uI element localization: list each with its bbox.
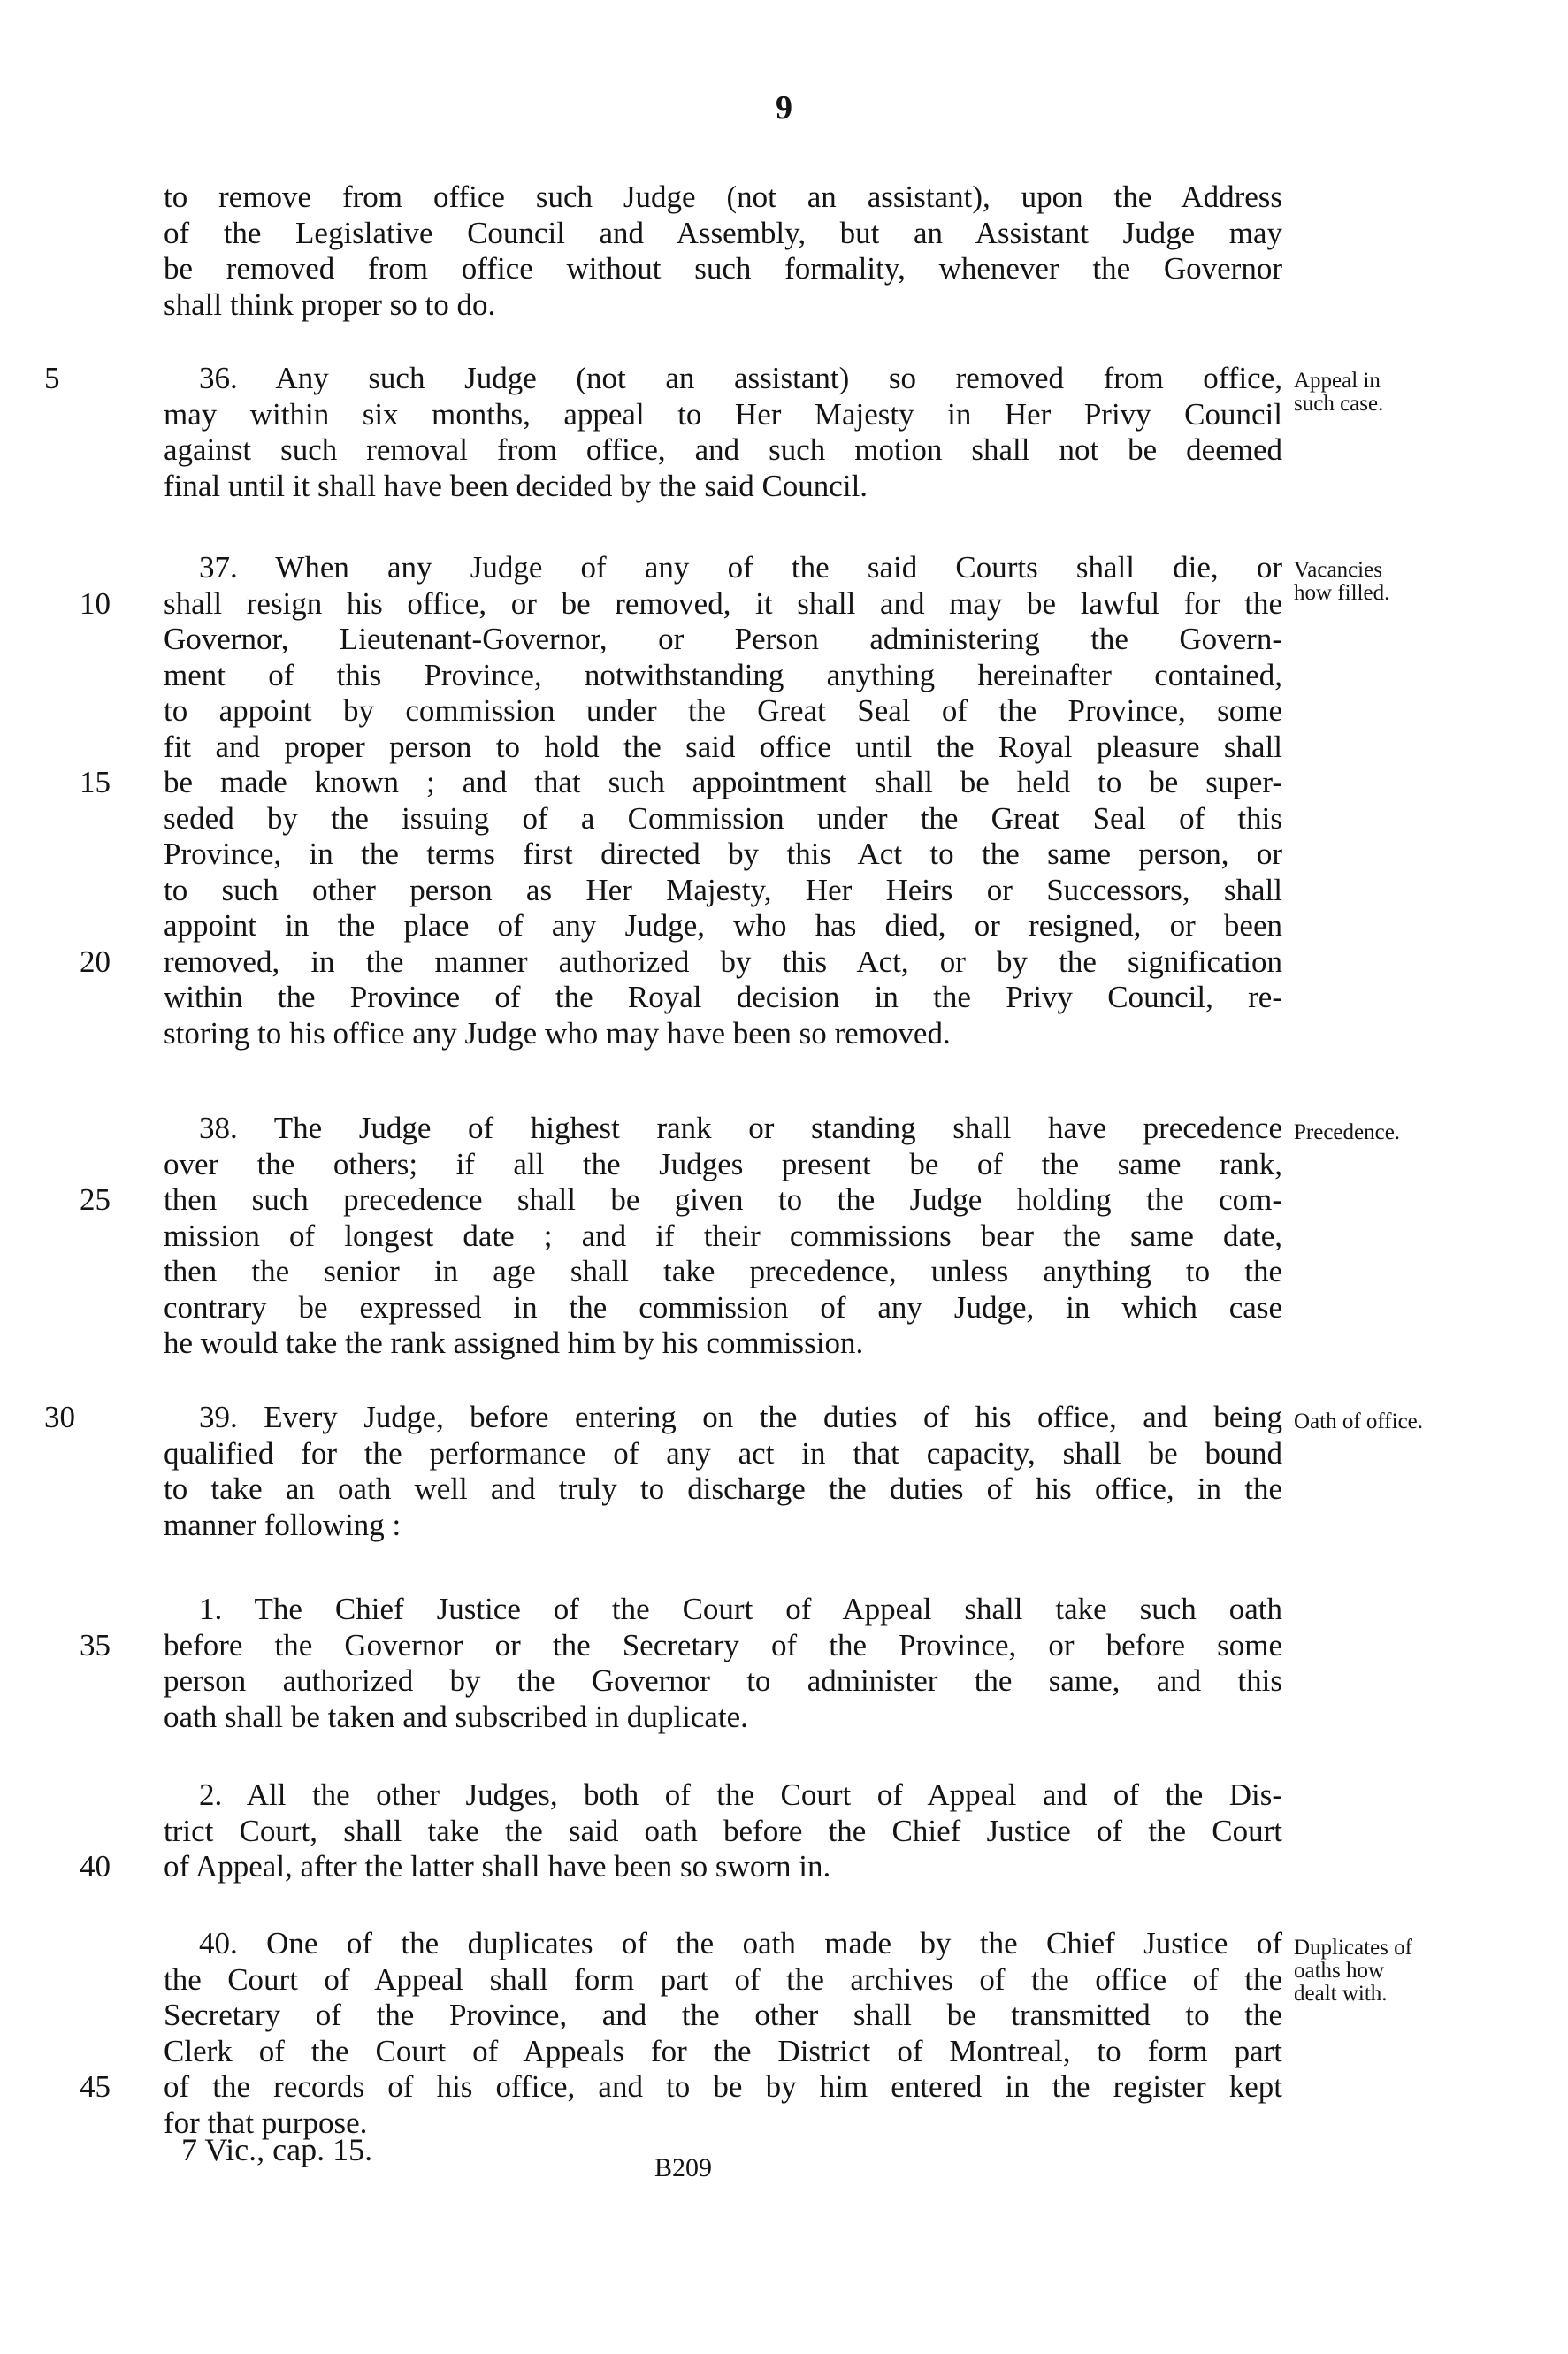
text-line: to appoint by commission under the Great Seal of the Province, some bbox=[164, 693, 1282, 728]
line-number: 15 bbox=[80, 765, 111, 799]
text-line: to such other person as Her Majesty, Her Heirs or Successors, shall bbox=[164, 872, 1282, 907]
text-line: appoint in the place of any Judge, who has died, or resigned, or been bbox=[164, 908, 1282, 943]
signature-mark: B209 bbox=[654, 2153, 713, 2182]
text-line: trict Court, shall take the said oath before the Chief Justice of the Court bbox=[164, 1813, 1282, 1848]
text-line: oath shall be taken and subscribed in duplicate. bbox=[164, 1699, 748, 1734]
text-line: 1. The Chief Justice of the Court of Appeal shall take such oath bbox=[199, 1592, 1282, 1626]
text-line: manner following : bbox=[164, 1507, 402, 1542]
text-line: final until it shall have been decided by the said Council. bbox=[164, 468, 868, 503]
section-39-item-1 bbox=[80, 1592, 1282, 1735]
text-line: may within six months, appeal to Her Majesty in Her Privy Council bbox=[164, 396, 1282, 432]
text-line-content: removed, in the manner authorized by this Act, or by the signification bbox=[164, 944, 1282, 979]
text-line: seded by the issuing of a Commission under the Great Seal of this bbox=[164, 800, 1282, 836]
text-line: Clerk of the Court of Appeals for the District of Montreal, to form part bbox=[164, 2033, 1282, 2068]
section-39 bbox=[44, 1400, 1282, 1543]
text-line: be removed from office without such formality, whenever the Governor bbox=[164, 251, 1282, 286]
margin-note-line: Duplicates of bbox=[1294, 1936, 1412, 1960]
margin-note-line: how filled. bbox=[1294, 581, 1390, 605]
text-line: the Court of Appeal shall form part of the archives of the office of the bbox=[164, 1961, 1282, 1997]
line-number: 5 bbox=[44, 361, 60, 395]
section-39-item-2 bbox=[80, 1777, 1282, 1885]
page-number: 9 bbox=[776, 89, 792, 126]
text-line: 2. All the other Judges, both of the Court of Appeal and of the Dis- bbox=[199, 1777, 1282, 1812]
text-line: he would take the rank assigned him by his commission. bbox=[164, 1326, 864, 1360]
margin-note-line: Vacancies bbox=[1294, 558, 1382, 582]
paragraph-continuation bbox=[164, 180, 1282, 323]
text-line bbox=[80, 765, 1282, 801]
section-38 bbox=[80, 1111, 1282, 1362]
margin-note-line: Oath of office. bbox=[1294, 1410, 1424, 1433]
text-line bbox=[80, 585, 1282, 623]
text-line bbox=[44, 361, 1282, 397]
text-line-content: be made known ; and that such appointment shall be held to be super- bbox=[164, 765, 1282, 799]
text-line: Province, in the terms first directed by this Act to the same person, or bbox=[164, 837, 1282, 871]
margin-note-line: oaths how bbox=[1294, 1959, 1385, 1983]
text-line: to remove from office such Judge (not an assistant), upon the Address bbox=[164, 180, 1282, 214]
text-line-content: shall resign his office, or be removed, it shall and may be lawful for the bbox=[164, 585, 1282, 621]
line-number: 10 bbox=[80, 585, 111, 621]
text-line-content: of the records of his office, and to be by him entered in the register kept bbox=[164, 2069, 1282, 2104]
text-line: of the Legislative Council and Assembly, but an Assistant Judge may bbox=[164, 215, 1282, 250]
text-line: 38. The Judge of highest rank or standing shall have precedence bbox=[199, 1111, 1282, 1145]
text-line: Secretary of the Province, and the other shall be transmitted to the bbox=[164, 1998, 1282, 2032]
text-line: person authorized by the Governor to administer the same, and this bbox=[164, 1663, 1282, 1698]
text-line: mission of longest date ; and if their commissions bear the same date, bbox=[164, 1218, 1282, 1253]
text-line: then the senior in age shall take precedence, unless anything to the bbox=[164, 1254, 1282, 1288]
line-number: 40 bbox=[80, 1849, 111, 1884]
line-number: 45 bbox=[80, 2069, 111, 2104]
line-number: 20 bbox=[80, 944, 111, 979]
text-line: to take an oath well and truly to discharge the duties of his office, in the bbox=[164, 1471, 1282, 1506]
text-line: fit and proper person to hold the said office until the Royal pleasure shall bbox=[164, 729, 1282, 764]
text-line bbox=[80, 1849, 1282, 1885]
text-line-content: 36. Any such Judge (not an assistant) so removed from office, bbox=[199, 361, 1282, 395]
text-line: within the Province of the Royal decision in the Privy Council, re- bbox=[164, 980, 1282, 1014]
margin-note-line: such case. bbox=[1294, 392, 1384, 416]
text-line bbox=[80, 1182, 1282, 1219]
text-line: 37. When any Judge of any of the said Courts shall die, or bbox=[199, 550, 1282, 585]
margin-note-duplicates bbox=[1294, 1937, 1559, 2006]
text-line: storing to his office any Judge who may have been so removed. bbox=[164, 1015, 951, 1051]
text-line bbox=[80, 944, 1282, 981]
citation: 7 Vic., cap. 15. bbox=[181, 2132, 373, 2167]
text-line-content: of Appeal, after the latter shall have been so sworn in. bbox=[164, 1849, 831, 1884]
section-37 bbox=[80, 550, 1282, 1051]
text-line: over the others; if all the Judges present be of the same rank, bbox=[164, 1146, 1282, 1181]
text-line-content: then such precedence shall be given to the Judge holding the com- bbox=[164, 1182, 1282, 1217]
text-line: ment of this Province, notwithstanding anything hereinafter contained, bbox=[164, 657, 1282, 692]
margin-note-line: Appeal in bbox=[1294, 369, 1381, 393]
text-line: Governor, Lieutenant-Governor, or Person administering the Govern- bbox=[164, 622, 1282, 656]
margin-note-line: Precedence. bbox=[1294, 1120, 1401, 1144]
text-line: qualified for the performance of any act in that capacity, shall be bound bbox=[164, 1435, 1282, 1471]
line-number: 30 bbox=[44, 1400, 75, 1434]
text-line: for that purpose. bbox=[164, 2105, 368, 2140]
margin-note-oath bbox=[1294, 1410, 1559, 1433]
text-line: 40. One of the duplicates of the oath made by the Chief Justice of bbox=[199, 1926, 1282, 1960]
text-line-content: before the Governor or the Secretary of the Province, or before some bbox=[164, 1627, 1282, 1662]
text-line: contrary be expressed in the commission of any Judge, in which case bbox=[164, 1289, 1282, 1325]
margin-note-vacancies bbox=[1294, 559, 1559, 605]
text-line-content: 39. Every Judge, before entering on the duties of his office, and being bbox=[199, 1400, 1282, 1434]
margin-note-line: dealt with. bbox=[1294, 1982, 1388, 2006]
margin-note-appeal bbox=[1294, 370, 1559, 416]
text-line: against such removal from office, and such motion shall not be deemed bbox=[164, 432, 1282, 467]
line-number: 35 bbox=[80, 1627, 111, 1662]
text-line bbox=[80, 2069, 1282, 2106]
section-36 bbox=[44, 361, 1282, 504]
text-line bbox=[80, 1627, 1282, 1664]
text-line: shall think proper so to do. bbox=[164, 287, 496, 322]
section-40 bbox=[80, 1926, 1282, 2141]
text-line bbox=[44, 1400, 1282, 1436]
margin-note-precedence bbox=[1294, 1121, 1559, 1144]
line-number: 25 bbox=[80, 1182, 111, 1217]
